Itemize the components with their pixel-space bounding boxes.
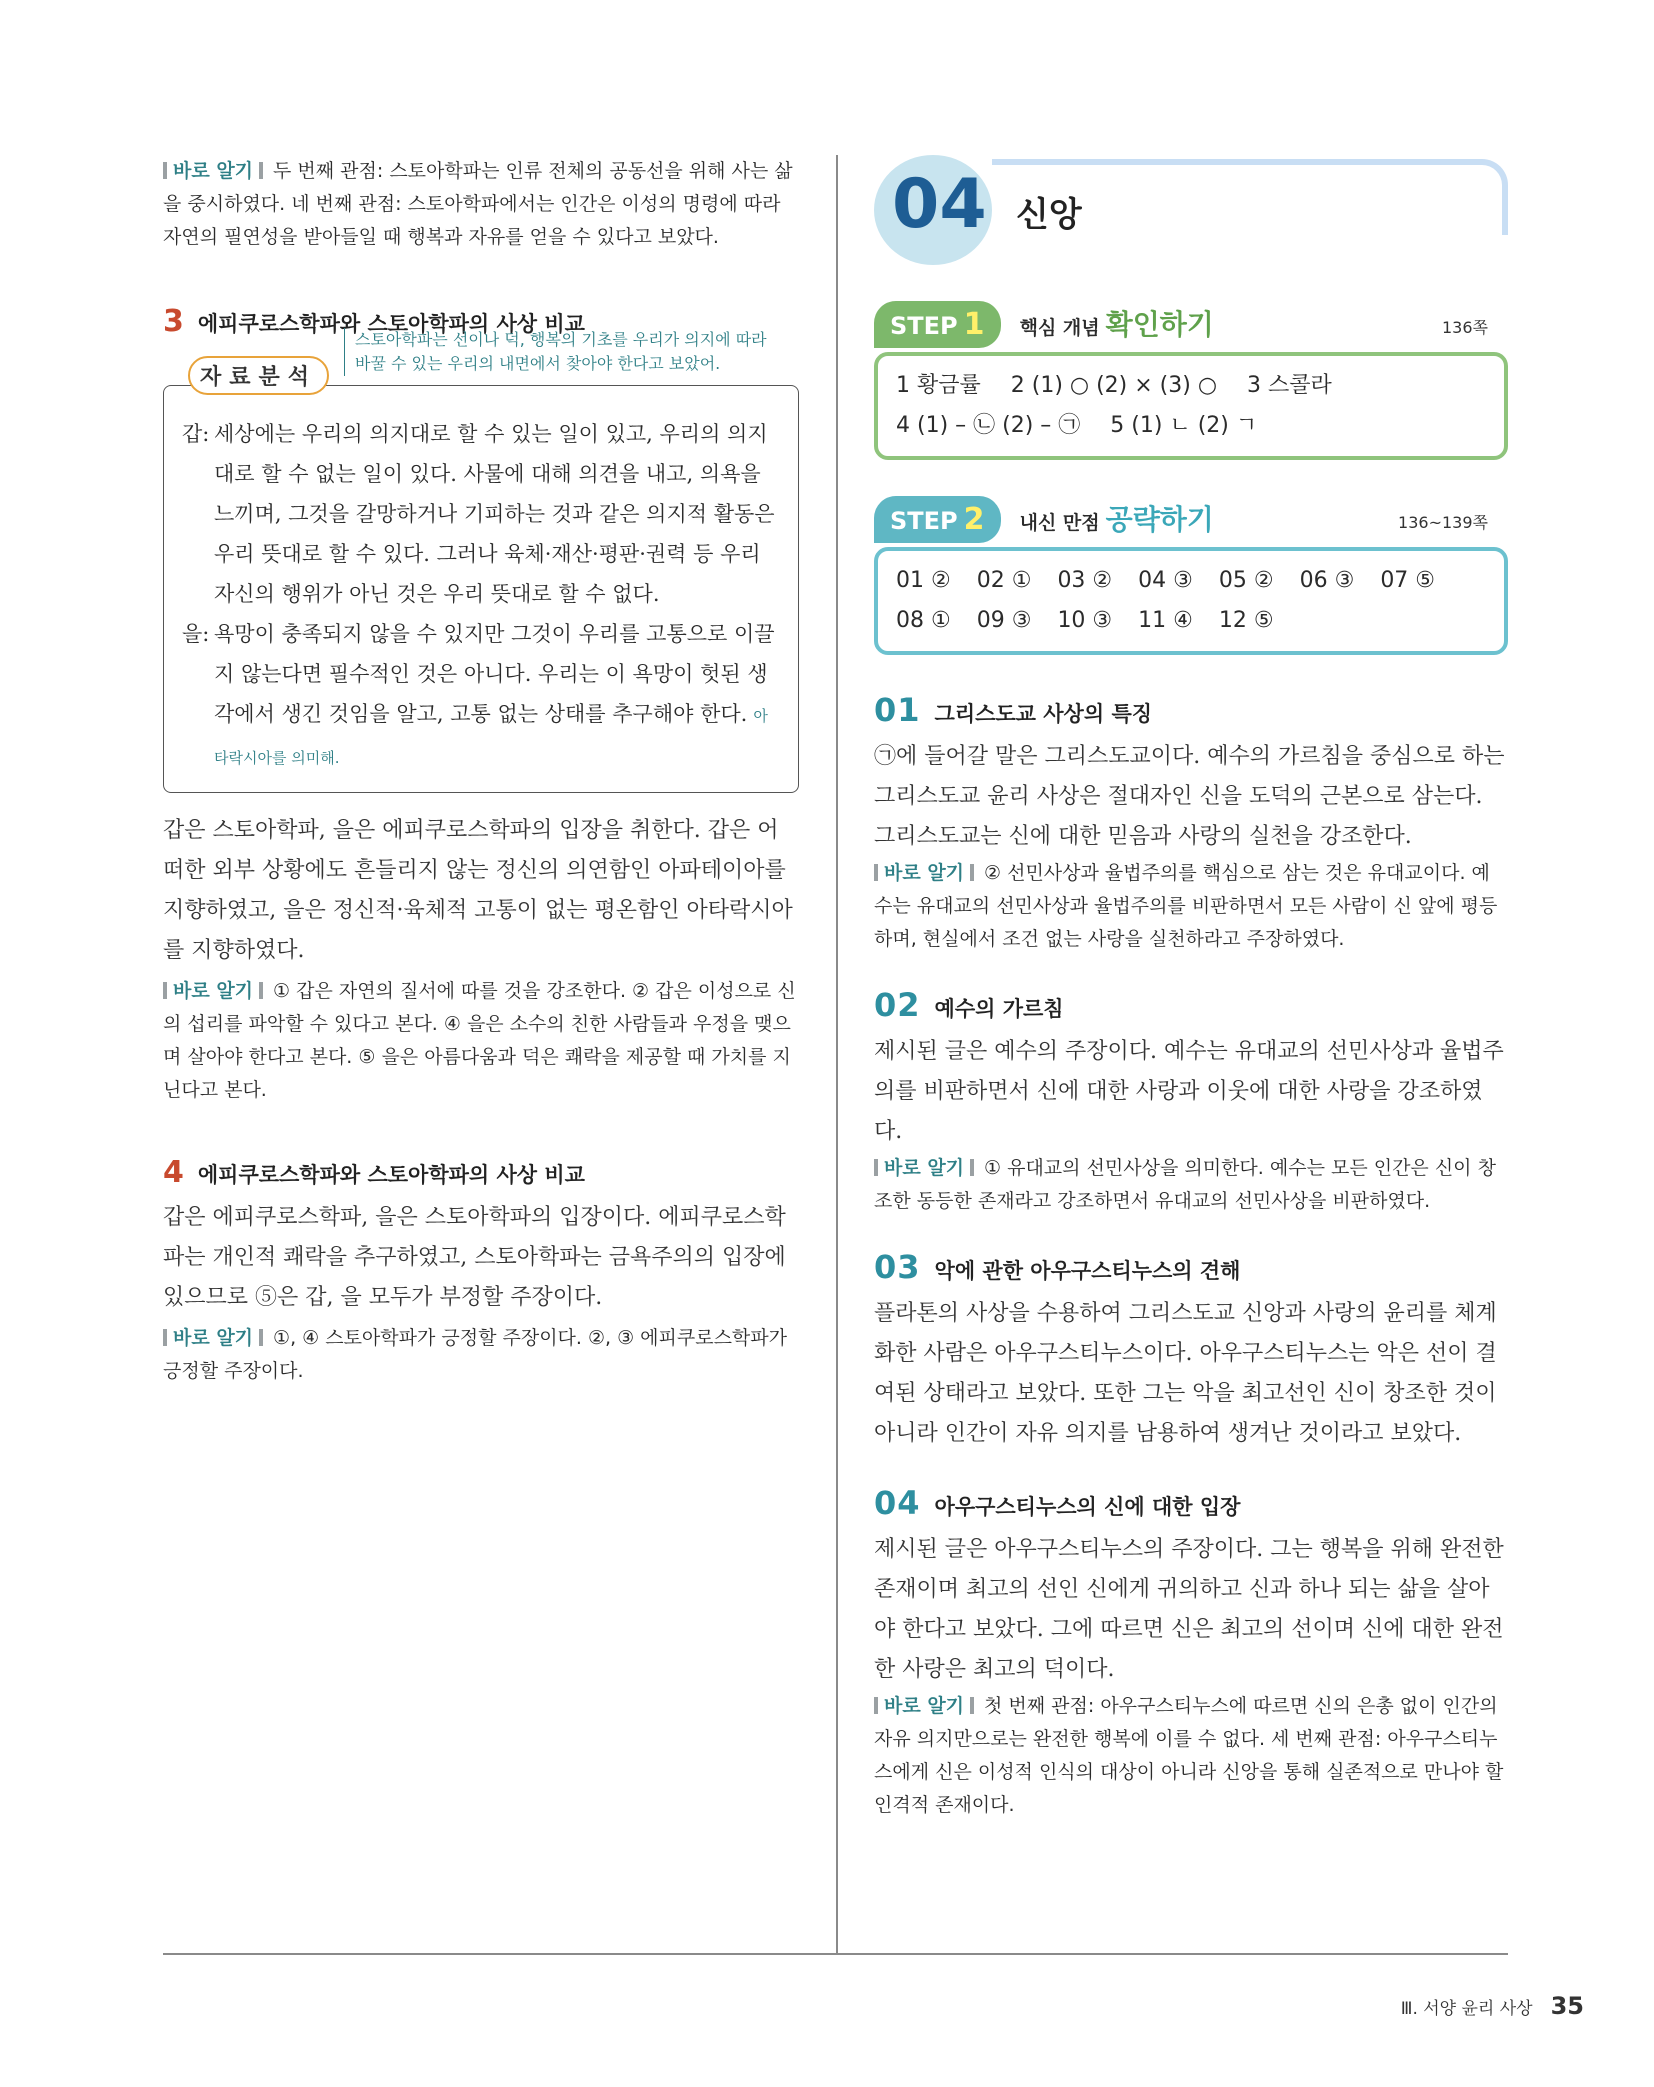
source-analysis-box: [163, 330, 799, 793]
dialogue-gap: [182, 414, 780, 614]
intro-note: [163, 155, 799, 254]
column-divider: [836, 155, 838, 1955]
answer-item: 02 ①: [976, 568, 1032, 593]
answer-item: 5 (1) ㄴ (2) ㄱ: [1110, 413, 1258, 438]
chapter-header: [874, 155, 1508, 265]
chapter-title: 신앙: [1016, 195, 1082, 235]
step-page-ref: 136~139쪽: [1398, 513, 1488, 532]
answer-item: 3 스콜라: [1247, 373, 1332, 398]
note-tag: 바로 알기: [874, 1695, 974, 1717]
answer-item: 05 ②: [1218, 568, 1274, 593]
source-analysis-badge: 자료분석: [188, 356, 329, 395]
section-3-explanation: 갑은 스토아학파, 을은 에피쿠로스학파의 입장을 취한다. 갑은 어떠한 외부 상황에도 흔들리지 않는 정신의 의연함인 아파테이아를 지향하였고, 을은 정신적·육체적 고통이 없는 평온함인 아타락시아를 지향하였다.: [163, 818, 793, 963]
page-number: 35: [1550, 1992, 1584, 2020]
question-number: 02: [874, 986, 921, 1024]
section-title: 에피쿠로스학파와 스토아학파의 사상 비교: [197, 1163, 585, 1187]
answer-item: 04 ③: [1138, 568, 1193, 593]
question-02-explanation: 제시된 글은 예수의 주장이다. 예수는 유대교의 선민사상과 율법주의를 비판하면서 신에 대한 사랑과 이웃에 대한 사랑을 강조하였다.: [874, 1039, 1504, 1144]
question-01-heading: [874, 691, 1508, 729]
chapter-number: 04: [892, 165, 987, 244]
answer-item: 4 (1) – ㉡ (2) – ㉠: [896, 413, 1081, 438]
step-2-pill: [874, 496, 1001, 543]
note-tag: 바로 알기: [163, 980, 263, 1002]
answer-item: 01 ②: [896, 568, 951, 593]
answer-item: 08 ①: [896, 608, 951, 633]
step-2-panel: [874, 496, 1508, 655]
question-02-heading: [874, 986, 1508, 1024]
question-number: 01: [874, 691, 921, 729]
dialogue-text: 욕망이 충족되지 않을 수 있지만 그것이 우리를 고통으로 이끌지 않는다면 필수적인 것은 아니다. 우리는 이 욕망이 헛된 생각에서 생긴 것임을 알고, 고통 없는 상태를 추구해야 한다.: [214, 622, 775, 726]
answer-item: 06 ③: [1299, 568, 1355, 593]
question-title: 악에 관한 아우구스티누스의 견해: [934, 1259, 1241, 1283]
step-page-ref: 136쪽: [1442, 318, 1488, 337]
question-number: 03: [874, 1248, 921, 1286]
dialogue-eul: [182, 614, 780, 778]
answer-item: 11 ④: [1138, 608, 1193, 633]
section-number: 4: [163, 1155, 184, 1190]
question-01-explanation: ㉠에 들어갈 말은 그리스도교이다. 예수의 가르침을 중심으로 하는 그리스도교 윤리 사상은 절대자인 신을 도덕의 근본으로 삼는다. 그리스도교는 신에 대한 믿음과 사랑의 실천을 강조한다.: [874, 744, 1505, 849]
step-number: 1: [963, 307, 985, 342]
section-number: 3: [163, 304, 184, 339]
step-label: STEP: [890, 507, 958, 535]
question-01-note: [874, 857, 1508, 956]
step-2-answers: [874, 547, 1508, 655]
section-4-note: [163, 1322, 799, 1388]
right-column: [874, 155, 1508, 1822]
step-1-answers: [874, 352, 1508, 460]
step-1-pill: [874, 301, 1001, 348]
step-number: 2: [963, 502, 985, 537]
step-title-prefix: 핵심 개념: [1019, 317, 1100, 339]
note-tag: 바로 알기: [163, 1327, 263, 1349]
section-title: 에피쿠로스학파와 스토아학파의 사상 비교: [197, 312, 585, 336]
note-tag: 바로 알기: [874, 862, 974, 884]
step-1-title: [1020, 303, 1214, 343]
step-2-title: [1020, 498, 1214, 538]
speaker-label: 갑:: [182, 422, 210, 446]
note-text: ① 유대교의 선민사상을 의미한다. 예수는 모든 인간은 신이 창조한 동등한 존재라고 강조하면서 유대교의 선민사상을 비판하였다.: [874, 1157, 1496, 1212]
section-4-heading: [163, 1155, 799, 1190]
answer-item: 12 ⑤: [1218, 608, 1274, 633]
footer-section: Ⅲ. 서양 윤리 사상: [1400, 1999, 1533, 2019]
step-label: STEP: [890, 312, 958, 340]
bottom-rule: [163, 1953, 1508, 1955]
section-4-explanation: 갑은 에피쿠로스학파, 을은 스토아학파의 입장이다. 에피쿠로스학파는 개인적 쾌락을 추구하였고, 스토아학파는 금욕주의의 입장에 있으므로 ⑤은 갑, 을 모두가 부정할 주장이다.: [163, 1205, 786, 1310]
question-title: 예수의 가르침: [934, 997, 1064, 1021]
answer-item: 2 (1) ○ (2) × (3) ○: [1010, 373, 1218, 398]
answer-item: 1 황금률: [896, 373, 981, 398]
section-3-note: [163, 975, 799, 1107]
step-1-panel: [874, 301, 1508, 460]
question-04-note: [874, 1690, 1508, 1822]
answer-item: 07 ⑤: [1380, 568, 1436, 593]
note-text: ① 갑은 자연의 질서에 따를 것을 강조한다. ② 갑은 이성으로 신의 섭리를 파악할 수 있다고 본다. ④ 을은 소수의 친한 사람들과 우정을 맺으며 살아야 한다고 본다. ⑤ 을은 아름다움과 덕은 쾌락을 제공할 때 가치를 지닌다고 본다.: [163, 980, 796, 1101]
note-text: ①, ④ 스토아학파가 긍정할 주장이다. ②, ③ 에피쿠로스학파가 긍정할 주장이다.: [163, 1327, 787, 1382]
annotation-line: 스토아학파는 선이나 덕, 행복의 기초를 우리가 의지에 따라: [355, 330, 767, 349]
note-text: 두 번째 관점: 스토아학파는 인류 전체의 공동선을 위해 사는 삶을 중시하였다. 네 번째 관점: 스토아학파에서는 인간은 이성의 명령에 따라 자연의 필연성을 받아들일 때 행복과 자유를 얻을 수 있다고 보았다.: [163, 160, 793, 248]
note-tag: 바로 알기: [874, 1157, 974, 1179]
question-03-explanation: 플라톤의 사상을 수용하여 그리스도교 신앙과 사랑의 윤리를 체계화한 사람은 아우구스티누스이다. 아우구스티누스는 악은 선이 결여된 상태라고 보았다. 또한 그는 악을 최고선인 신이 창조한 것이 아니라 인간이 자유 의지를 남용하여 생겨난 것이라고 보았다.: [874, 1301, 1497, 1446]
step-title-prefix: 내신 만점: [1019, 512, 1100, 534]
step-title-main: 확인하기: [1105, 308, 1214, 341]
note-tag: 바로 알기: [163, 160, 263, 182]
speaker-label: 을:: [182, 622, 210, 646]
question-title: 아우구스티누스의 신에 대한 입장: [934, 1495, 1241, 1519]
note-text: ② 선민사상과 율법주의를 핵심으로 삼는 것은 유대교이다. 예수는 유대교의 선민사상과 율법주의를 비판하면서 모든 사람이 신 앞에 평등하며, 현실에서 조건 없는 사랑을 실천하라고 주장하였다.: [874, 862, 1498, 950]
source-annotation: [344, 328, 767, 376]
question-04-heading: [874, 1484, 1508, 1522]
page-footer: [1401, 1992, 1584, 2020]
answer-item: 03 ②: [1057, 568, 1113, 593]
question-number: 04: [874, 1484, 921, 1522]
left-column: [163, 155, 799, 1388]
question-title: 그리스도교 사상의 특징: [934, 702, 1153, 726]
question-03-heading: [874, 1248, 1508, 1286]
note-text: 첫 번째 관점: 아우구스티누스에 따르면 신의 은총 없이 인간의 자유 의지만으로는 완전한 행복에 이를 수 없다. 세 번째 관점: 아우구스티누스에게 신은 이성적 인식의 대상이 아니라 신앙을 통해 실존적으로 만나야 할 인격적 존재이다.: [874, 1695, 1504, 1816]
answer-item: 10 ③: [1057, 608, 1113, 633]
dialogue-text: 세상에는 우리의 의지대로 할 수 있는 일이 있고, 우리의 의지대로 할 수 없는 일이 있다. 사물에 대해 의견을 내고, 의욕을 느끼며, 그것을 갈망하거나 기피하는 것과 같은 의지적 활동은 우리 뜻대로 할 수 있다. 그러나 육체·재산·평판·권력 등 우리 자신의 행위가 아닌 것은 우리 뜻대로 할 수 없다.: [214, 422, 775, 606]
question-04-explanation: 제시된 글은 아우구스티누스의 주장이다. 그는 행복을 위해 완전한 존재이며 최고의 선인 신에게 귀의하고 신과 하나 되는 삶을 살아야 한다고 보았다. 그에 따르면 신은 최고의 선이며 신에 대한 완전한 사랑은 최고의 덕이다.: [874, 1537, 1504, 1682]
answer-item: 09 ③: [976, 608, 1032, 633]
annotation-line: 바꿀 수 있는 우리의 내면에서 찾아야 한다고 보았어.: [355, 354, 721, 373]
step-title-main: 공략하기: [1105, 503, 1214, 536]
question-02-note: [874, 1152, 1508, 1218]
inline-annotation: 아타락시아를 의미해.: [214, 707, 768, 767]
